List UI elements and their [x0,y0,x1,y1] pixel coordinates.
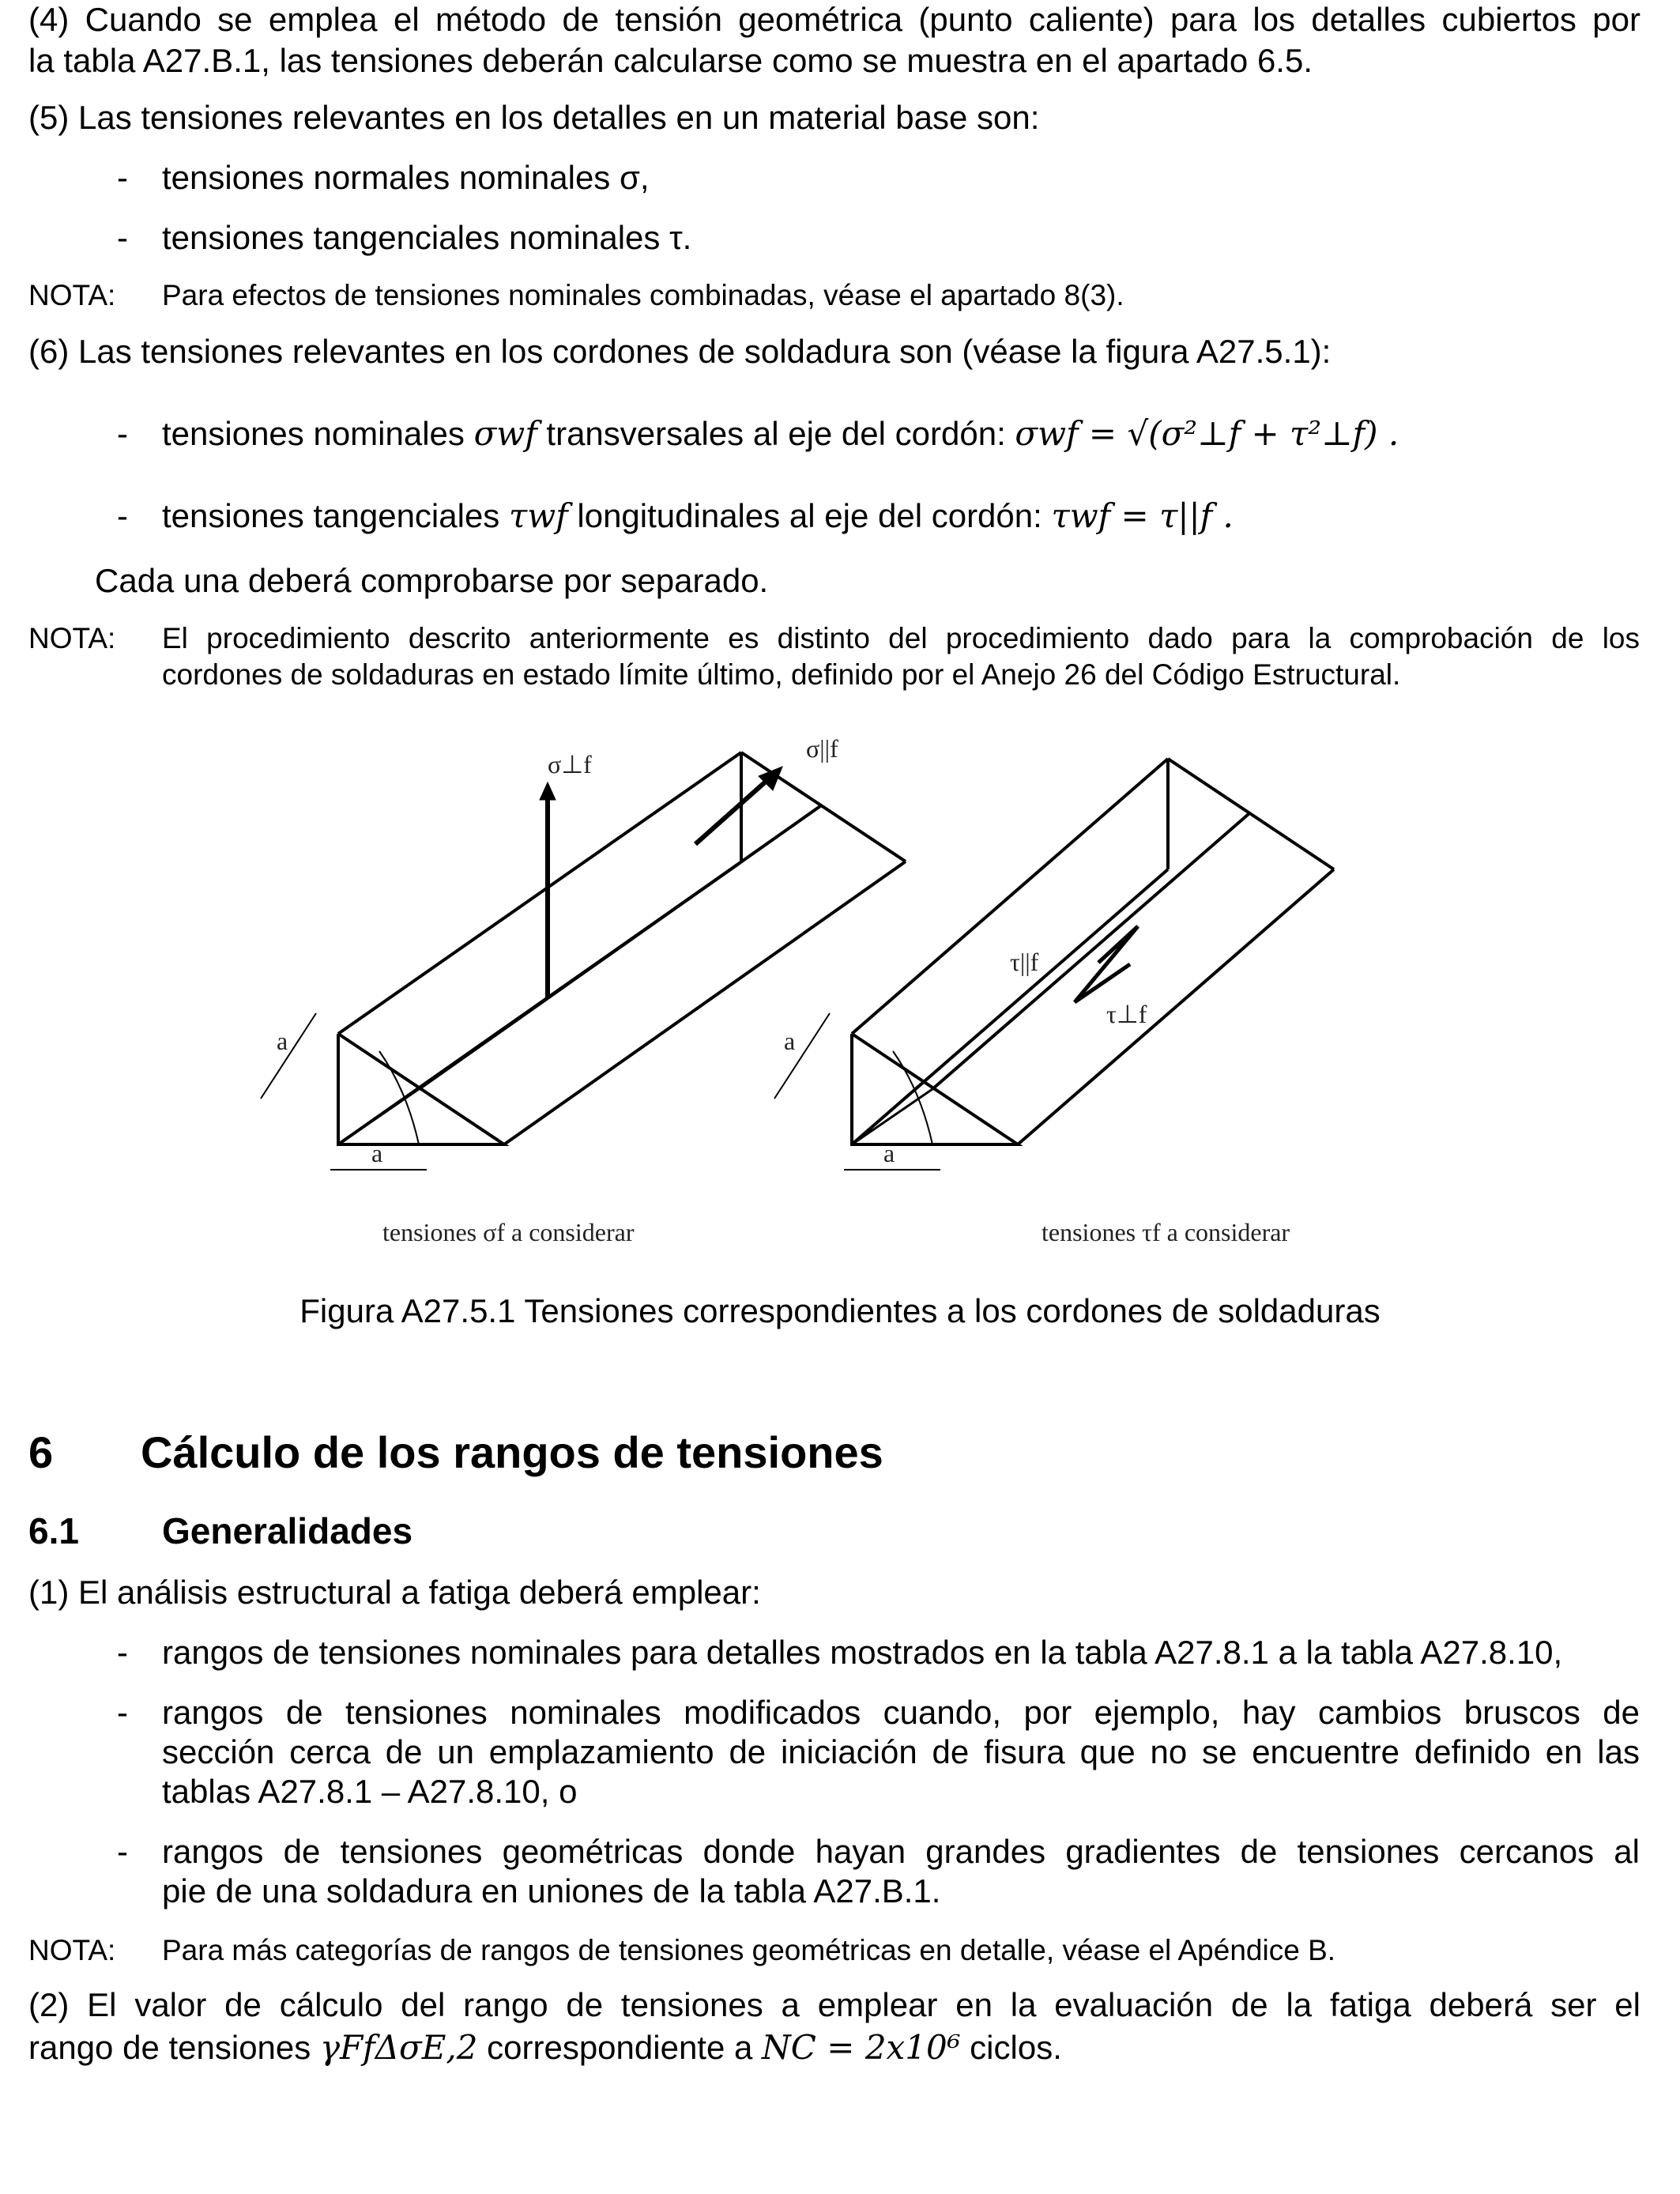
section-title: Cálculo de los rangos de tensiones [141,1427,883,1477]
paragraph-6-after: Cada una deberá comprobarse por separado. [95,562,769,599]
section-bullet-2-line3: tablas A27.8.1 – A27.8.10, o [162,1773,578,1810]
left-weld-diagram [338,752,906,1144]
bullet-normal-stress: tensiones normales nominales σ, [162,159,650,196]
note-label: NOTA: [28,622,116,654]
paragraph-5: (5) Las tensiones relevantes en los detalles en un material base son: [28,99,1040,136]
tau-perp-label: τ⊥f [1106,1000,1147,1028]
bullet-dash: - [117,497,128,534]
paragraph-text: ciclos. [960,2029,1062,2066]
section-bullet-2-line2: sección cerca de un emplazamiento de iniciación de fisura que no se encuentre definido en las [162,1733,1640,1770]
note-text: Para efectos de tensiones nominales combinadas, véase el apartado 8(3). [162,279,1124,311]
dimension-a-label: a [277,1027,288,1055]
note-text: Para más categorías de rangos de tensiones geométricas en detalle, véase el Apéndice B. [162,1934,1336,1966]
dimension-a-label: a [883,1139,895,1167]
bullet-dash: - [117,219,128,256]
formula: NC = 2x10⁶ [762,2028,961,2067]
bullet-dash: - [117,1634,128,1671]
paragraph-text: rango de tensiones [28,2029,320,2066]
section-paragraph-2-line2 [28,2028,1062,2068]
math-symbol: σwf [473,414,537,453]
paragraph-text: correspondiente a [477,2029,763,2066]
figure-caption: Figura A27.5.1 Tensiones correspondientes a los cordones de soldaduras [299,1292,1381,1329]
sigma-par-label: σ||f [806,734,838,763]
section-bullet-1: rangos de tensiones nominales para detalles mostrados en la tabla A27.8.1 a la tabla A27.8.10, [162,1634,1563,1671]
right-weld-diagram [852,759,1334,1144]
bullet-dash: - [117,415,128,452]
subsection-number: 6.1 [28,1510,79,1551]
bullet-dash: - [117,1833,128,1870]
section-bullet-2-line1: rangos de tensiones nominales modificados cuando, por ejemplo, hay cambios bruscos de [162,1694,1640,1731]
bullet-tangential-stress: tensiones tangenciales nominales τ. [162,219,692,256]
section-paragraph-1: (1) El análisis estructural a fatiga deberá emplear: [28,1574,761,1611]
note-label: NOTA: [28,279,116,311]
tau-par-label: τ||f [1010,948,1039,976]
left-figure-caption: tensiones σf a considerar [382,1218,635,1246]
bullet-text: tensiones nominales [162,415,474,452]
section-bullet-3-line2: pie de una soldadura en uniones de la tabla A27.B.1. [162,1872,941,1909]
formula: τwf = τ||f . [1051,496,1234,535]
math-symbol: τwf [508,496,568,535]
paragraph-6: (6) Las tensiones relevantes en los cordones de soldadura son (véase la figura A27.5.1): [28,333,1332,370]
section-number: 6 [28,1427,54,1477]
subsection-title: Generalidades [162,1510,413,1551]
dimension-a-label: a [784,1027,796,1055]
section-paragraph-2-line1: (2) El valor de cálculo del rango de tensiones a emplear en la evaluación de la fatiga deberá ser el [28,1986,1640,2023]
bullet-dash: - [117,1694,128,1731]
math-symbol: γFfΔσE,2 [319,2028,478,2067]
note-label: NOTA: [28,1934,116,1966]
dimension-a-label: a [371,1139,383,1167]
paragraph-4-line2: la tabla A27.B.1, las tensiones deberán calcularse como se muestra en el apartado 6.5. [28,42,1313,79]
note-text: El procedimiento descrito anteriormente es distinto del procedimiento dado para la comprobación de los [162,622,1640,654]
bullet-text: longitudinales al eje del cordón: [567,497,1052,534]
bullet-dash: - [117,159,128,196]
bullet-text: transversales al eje del cordón: [537,415,1015,452]
section-bullet-3-line1: rangos de tensiones geométricas donde hayan grandes gradientes de tensiones cercanos al [162,1833,1640,1870]
bullet-text: tensiones tangenciales [162,497,509,534]
formula: σwf = √(σ²⊥f + τ²⊥f) . [1015,414,1399,453]
sigma-perp-label: σ⊥f [548,750,592,778]
paragraph-4-line1: (4) Cuando se emplea el método de tensión geométrica (punto caliente) para los detalles cubiertos por [28,1,1640,38]
note-text: cordones de soldaduras en estado límite último, definido por el Anejo 26 del Código Estructural. [162,658,1401,691]
right-figure-caption: tensiones τf a considerar [1042,1218,1290,1246]
